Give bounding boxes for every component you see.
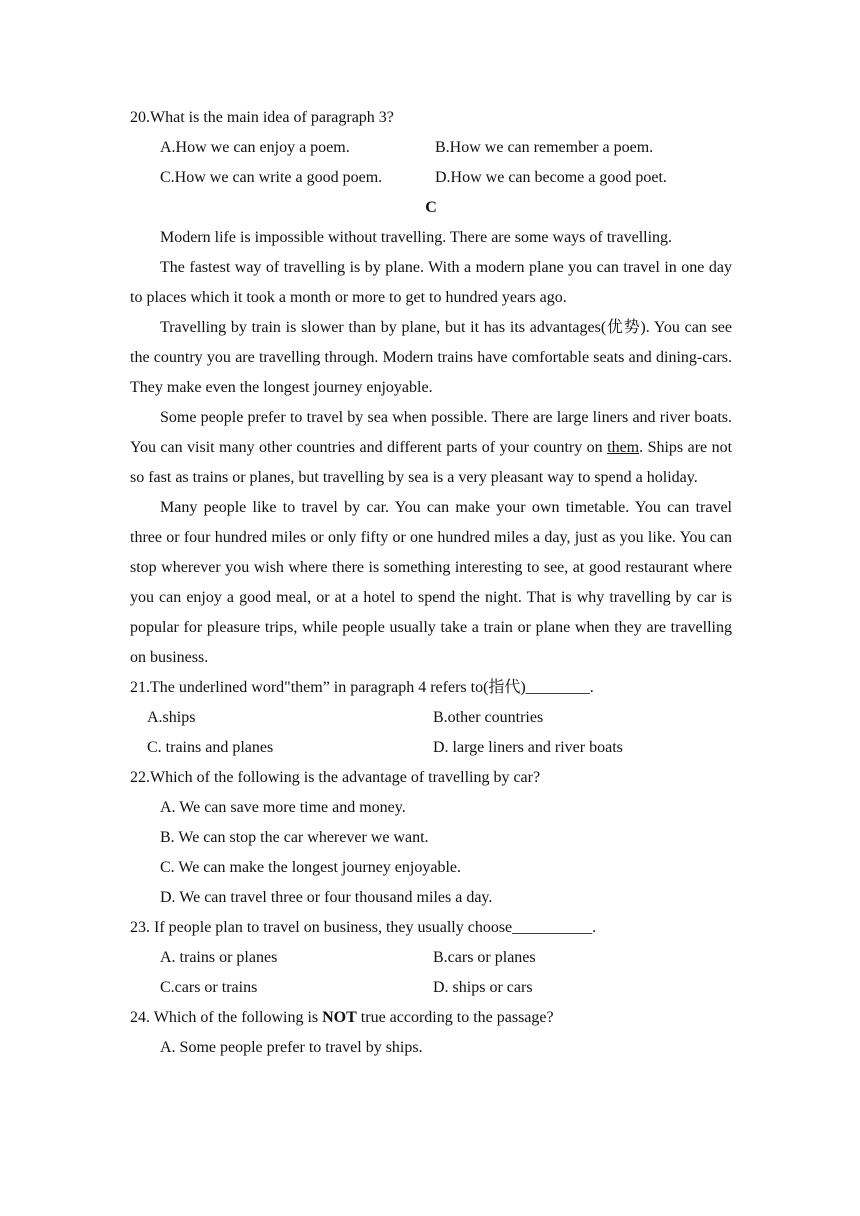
option-a: A. We can save more time and money.	[160, 799, 406, 816]
passage-paragraph-4	[130, 403, 732, 493]
option-d: D. large liners and river boats	[433, 739, 623, 756]
question-20: 20.What is the main idea of paragraph 3?	[130, 109, 394, 126]
option-d: D. We can travel three or four thousand miles a day.	[160, 889, 493, 906]
option-c: C. trains and planes	[147, 739, 274, 756]
option-d: D.How we can become a good poet.	[435, 169, 667, 186]
question-21-options-row-2	[130, 733, 732, 763]
question-23: 23. If people plan to travel on business, they usually choose__________.	[130, 919, 597, 936]
paragraph-4-text-end: . Ships are not so fast as trains or planes, but travelling by sea is a very pleasant way to spend a holiday.	[130, 439, 733, 486]
option-a: A. trains or planes	[160, 949, 278, 966]
question-24-text: 24. Which of the following is	[130, 1009, 323, 1026]
option-c: C. We can make the longest journey enjoyable.	[160, 859, 461, 876]
underlined-word: them	[607, 439, 640, 456]
passage-paragraph-5: Many people like to travel by car. You can make your own timetable. You can travel three or four hundred miles or only fifty or one hundred miles a day, just as you like. You can stop wherever you wish where there is something interesting to see, at good restaurant where you can enjoy a good meal, or at a hotel to spend the night. That is why travelling by car is popular for pleasure trips, while people usually take a train or plane when they are travelling on business.	[130, 499, 732, 666]
section-heading: C	[425, 199, 437, 216]
option-a: A.How we can enjoy a poem.	[160, 139, 350, 156]
passage-paragraph-2: The fastest way of travelling is by plane. With a modern plane you can travel in one day to places which it took a month or more to get to hundred years ago.	[130, 259, 732, 306]
question-22: 22.Which of the following is the advantage of travelling by car?	[130, 769, 541, 786]
exam-page	[130, 103, 732, 1063]
paragraph-4-text: Some people prefer to travel by sea when possible. There are large liners and river boats. You can visit many other countries and different parts of your country on	[130, 409, 732, 456]
question-21-options-row-1	[130, 703, 732, 733]
passage-paragraph-3: Travelling by train is slower than by plane, but it has its advantages(优势). You can see the country you are travelling through. Modern trains have comfortable seats and dining-cars. They make even the longest journey enjoyable.	[130, 319, 732, 396]
option-d: D. ships or cars	[433, 979, 533, 996]
question-23-options-row-1	[130, 943, 732, 973]
passage-paragraph-1: Modern life is impossible without travelling. There are some ways of travelling.	[160, 229, 673, 246]
question-21: 21.The underlined word"them” in paragraph 4 refers to(指代)________.	[130, 679, 594, 696]
question-24-text-end: true according to the passage?	[356, 1009, 554, 1026]
option-c: C.cars or trains	[160, 979, 258, 996]
option-b: B. We can stop the car wherever we want.	[160, 829, 429, 846]
question-20-options-row-2	[130, 163, 732, 193]
question-20-options-row-1	[130, 133, 732, 163]
question-23-options-row-2	[130, 973, 732, 1003]
option-c: C.How we can write a good poem.	[160, 169, 383, 186]
question-24	[130, 1003, 732, 1033]
question-24-emphasis: NOT	[322, 1009, 357, 1026]
option-a: A. Some people prefer to travel by ships.	[160, 1039, 423, 1056]
option-b: B.other countries	[433, 709, 544, 726]
option-b: B.How we can remember a poem.	[435, 139, 654, 156]
option-b: B.cars or planes	[433, 949, 536, 966]
option-a: A.ships	[147, 709, 196, 726]
